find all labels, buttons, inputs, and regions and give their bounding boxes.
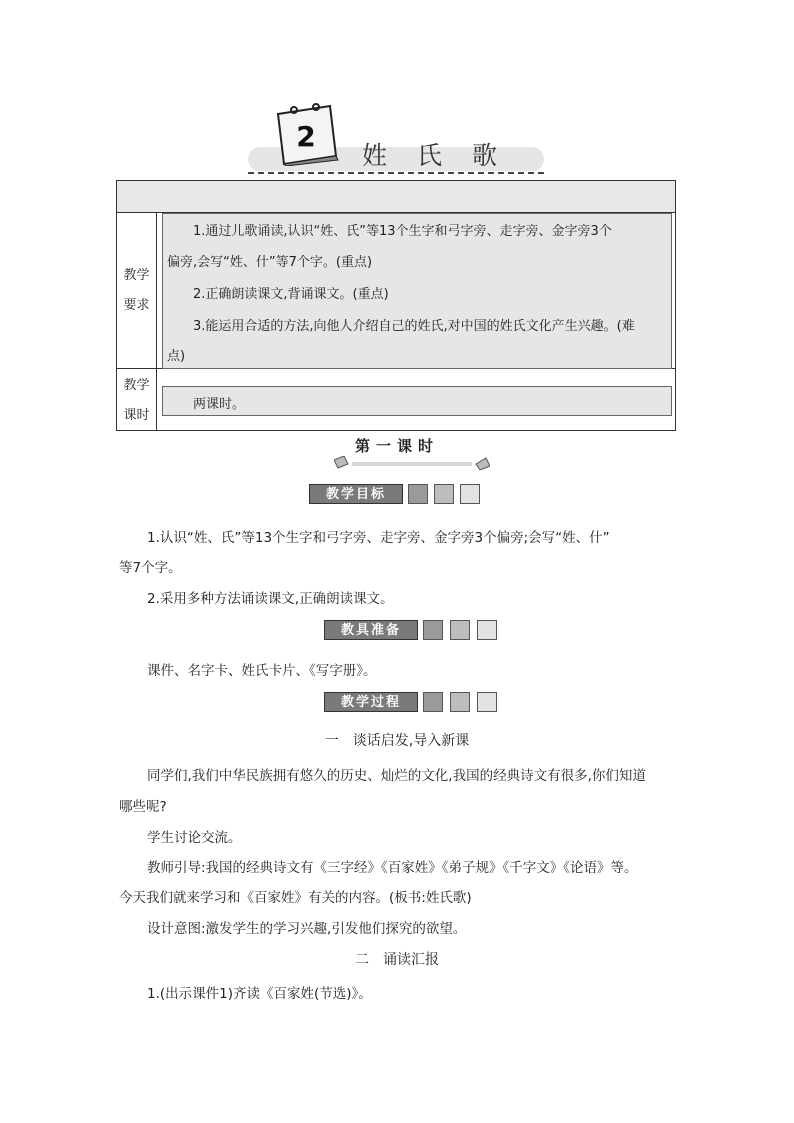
objective-line: 2.采用多种方法诵读课文,正确朗读课文。 [147,591,394,607]
hours-text: 两课时。 [193,397,246,412]
hours-label-2: 课时 [123,408,150,423]
section-title-decoration [334,456,490,470]
goal-line: 1.通过儿歌诵读,认识“姓、氏”等13个生字和弓字旁、走字旁、金字旁3个 [193,224,612,239]
tag-square-light [460,484,480,504]
section-title: 第一课时 [354,437,439,455]
step1-paragraph: 今天我们就来学习和《百家姓》有关的内容。(板书:姓氏歌) [119,890,472,906]
goal-line: 3.能运用合适的方法,向他人介绍自己的姓氏,对中国的姓氏文化产生兴趣。(难 [193,319,635,334]
lesson-number: 2 [296,120,316,153]
tag-square-dark [423,692,443,712]
objectives-tag: 教学目标 [309,484,403,504]
tag-square-dark [408,484,428,504]
hours-label-1: 教学 [123,378,150,393]
process-tag: 教学过程 [324,692,418,712]
step1-paragraph: 设计意图:激发学生的学习兴趣,引发他们探究的欲望。 [147,921,467,937]
goal-line: 点) [167,349,186,364]
step2-paragraph: 1.(出示课件1)齐读《百家姓(节选)》。 [147,986,372,1002]
objective-line: 1.认识“姓、氏”等13个生字和弓字旁、走字旁、金字旁3个偏旁;会写“姓、什” [147,530,610,546]
title-divider [248,172,544,174]
step1-paragraph: 教师引导:我国的经典诗文有《三字经》《百家姓》《弟子规》《千字文》《论语》等。 [147,860,638,876]
table-header-row [117,181,675,213]
goal-line: 2.正确朗读课文,背诵课文。(重点) [193,287,389,302]
step1-paragraph: 学生讨论交流。 [147,830,242,846]
goals-label-2: 要求 [123,298,150,313]
goals-label-1: 教学 [123,268,150,283]
table-column-divider [156,212,157,430]
materials-tag: 教具准备 [324,620,418,640]
step1-paragraph: 同学们,我们中华民族拥有悠久的历史、灿烂的文化,我国的经典诗文有很多,你们知道 [147,768,646,784]
tag-square-mid [450,692,470,712]
step1-paragraph: 哪些呢? [119,799,167,815]
materials-text: 课件、名字卡、姓氏卡片、《写字册》。 [147,663,377,679]
step1-heading: 一 谈话启发,导入新课 [324,733,470,749]
tag-square-mid [434,484,454,504]
tag-square-dark [423,620,443,640]
objective-line: 等7个字。 [119,560,182,576]
tag-square-light [477,620,497,640]
calendar-number-icon [272,100,342,166]
page-title: 姓氏歌 [362,141,528,170]
teaching-requirements-table [116,180,676,431]
goal-line: 偏旁,会写“姓、什”等7个字。(重点) [167,255,373,270]
step2-heading: 二 诵读汇报 [355,952,439,968]
tag-square-light [477,692,497,712]
tag-square-mid [450,620,470,640]
